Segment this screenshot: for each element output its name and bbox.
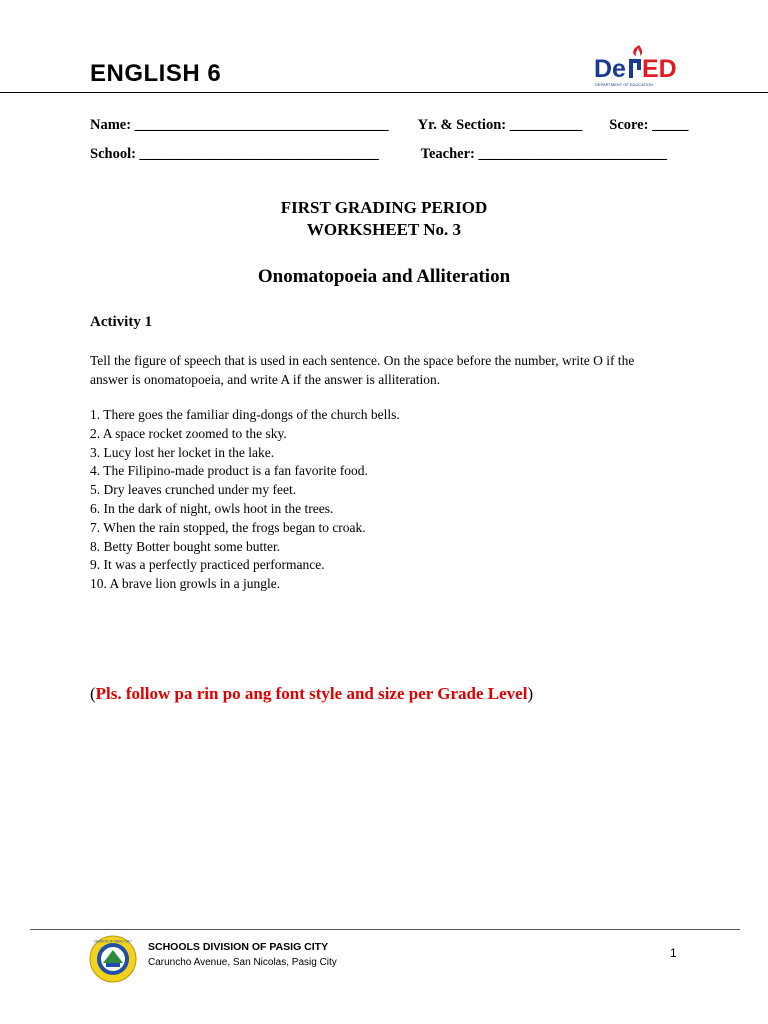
activity-instructions: Tell the figure of speech that is used in each sentence. On the space before the number, write O if the answer is onomatopoeia, and write A if the answer is alliteration. (90, 353, 635, 387)
logo-subtext: DEPARTMENT OF EDUCATION (595, 82, 654, 87)
question-item: 8. Betty Botter bought some butter. (90, 538, 281, 554)
question-item: 2. A space rocket zoomed to the sky. (90, 425, 287, 441)
deped-logo (592, 42, 682, 92)
question-item: 6. In the dark of night, owls hoot in the trees. (90, 500, 334, 516)
question-item: 4. The Filipino-made product is a fan favorite food. (90, 463, 368, 479)
question-item: 5. Dry leaves crunched under my feet. (90, 482, 297, 498)
note-open-paren: ( (90, 684, 96, 703)
teacher-field[interactable]: Teacher: __________________________ (420, 146, 667, 162)
svg-text:ED: ED (642, 55, 677, 83)
seal-text: DIVISION OF PASIG CITY (94, 939, 132, 944)
name-field[interactable]: Name: ___________________________________ (90, 117, 389, 133)
activity-heading: Activity 1 (90, 314, 153, 330)
question-list (90, 406, 400, 594)
formatting-note (90, 684, 533, 704)
note-text: Pls. follow pa rin po ang font style and size per Grade Level (95, 684, 528, 703)
worksheet-number: WORKSHEET No. 3 (306, 220, 462, 239)
school-info-row (90, 146, 680, 163)
question-item: 10. A brave lion growls in a jungle. (90, 576, 281, 592)
subject-title: ENGLISH 6 (90, 60, 222, 87)
footer-address: Caruncho Avenue, San Nicolas, Pasig City (148, 957, 337, 968)
footer-organization: SCHOOLS DIVISION OF PASIG CITY (148, 941, 329, 953)
division-seal (89, 935, 137, 983)
question-item: 7. When the rain stopped, the frogs began to croak. (90, 519, 366, 535)
student-info-row (90, 117, 689, 134)
question-item: 9. It was a perfectly practiced performance. (90, 557, 325, 573)
grading-period-title: FIRST GRADING PERIOD (280, 198, 488, 217)
page-number: 1 (670, 946, 677, 960)
note-close-paren: ) (527, 684, 534, 703)
section-field[interactable]: Yr. & Section: __________ (417, 117, 583, 133)
header-divider (0, 92, 768, 93)
footer-divider (30, 929, 740, 930)
svg-text:De: De (594, 55, 626, 83)
question-item: 1. There goes the familiar ding-dongs of the church bells. (90, 407, 400, 422)
score-field[interactable]: Score: _____ (609, 117, 689, 133)
question-item: 3. Lucy lost her locket in the lake. (90, 444, 275, 460)
lesson-title: Onomatopoeia and Alliteration (257, 266, 511, 287)
school-field[interactable]: School: _________________________________ (90, 146, 379, 162)
